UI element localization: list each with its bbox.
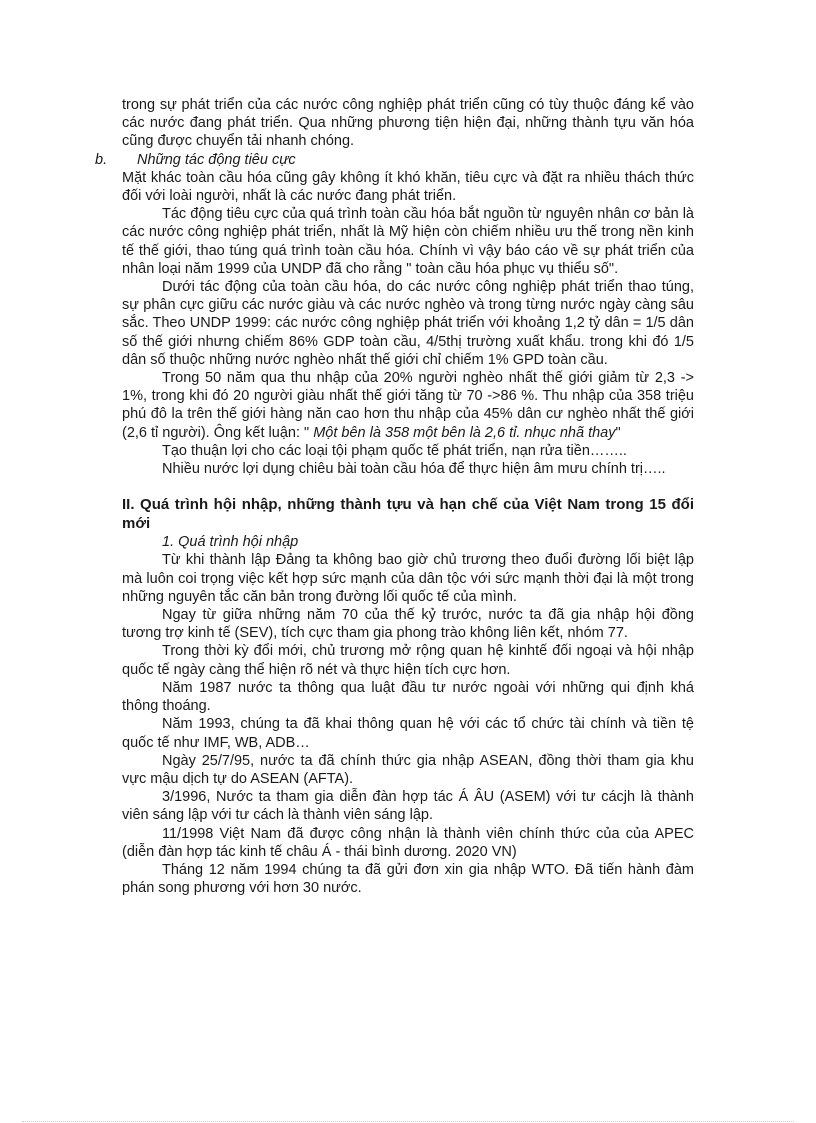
paragraph: Dưới tác động của toàn cầu hóa, do các nước công nghiệp phát triển thao túng, sự phân cực giữu các nước giàu và các nước nghèo và trong từng nước ngày càng sâu sắc. Theo UNDP 1999: các nước công nghiệp phát triển với khoảng 1,2 tỷ dân = 1/5 dân số thế giới nhưng chiếm 86% GDP toàn cầu, 4/5thị trường xuất khẩu. trong khi đó 1/5 dân số thuộc những nước nghèo nhất thế giới chỉ chiếm 1% GPD toàn cầu. xyxy=(122,279,694,368)
subsection-title: 1. Quá trình hội nhập xyxy=(162,534,299,551)
section-heading: II. Quá trình hội nhập, những thành tựu và hạn chế của Việt Nam trong 15 đổi mới xyxy=(122,496,694,532)
paragraph-50-years-lead: Trong 50 năm qua thu nhập của 20% người nghèo nhất thế giới giảm từ 2,3 -> 1%, trong khi đó 20 người giàu nhất thế giới tăng từ 70 ->86 %. Thu nhập của 358 triệu phú đô la trên thế giới hàng năn cao hơn thu nhập của 45% dân cư nghèo nhất thế giới (2,6 tỉ người). Ông kết luận: " xyxy=(122,370,694,441)
paragraph: trong sự phát triển của các nước công nghiệp phát triển cũng có tùy thuộc đáng kể vào các nước đang phát triển. Qua những phương tiện hiện đại, những thành tựu văn hóa cũng được chuyển tải nhanh chóng. xyxy=(122,97,694,150)
paragraph: Mặt khác toàn cầu hóa cũng gây không ít khó khăn, tiêu cực và đặt ra nhiều thách thức đối với loài người, nhất là các nước đang phát triển. xyxy=(122,169,694,205)
paragraph: Năm 1993, chúng ta đã khai thông quan hệ với các tổ chức tài chính và tiền tệ quốc tế như IMF, WB, ADB… xyxy=(122,716,694,751)
quote-text: Một bên là 358 một bên là 2,6 tỉ. nhục nhã thay xyxy=(313,424,616,441)
document-page xyxy=(95,96,694,897)
page-bottom-rule xyxy=(22,1121,794,1122)
paragraph: Tạo thuận lợi cho các loại tội phạm quốc tế phát triển, nạn rửa tiền…….. xyxy=(162,442,627,459)
paragraph: Tháng 12 năm 1994 chúng ta đã gửi đơn xin gia nhập WTO. Đã tiến hành đàm phán song phương với hơn 30 nước. xyxy=(122,861,694,897)
paragraph: Ngay từ giữa những năm 70 của thế kỷ trước, nước ta đã gia nhập hội đồng tương trợ kinh tế (SEV), tích cực tham gia phong trào không liên kết, nhóm 77. xyxy=(122,607,694,642)
paragraph: Trong thời kỳ đổi mới, chủ trương mở rộng quan hệ kinhtế đối ngoại và hội nhập quốc tế ngày càng thể hiện rõ nét và thực hiện tích cực hơn. xyxy=(122,643,694,678)
paragraph: Nhiều nước lợi dụng chiêu bài toàn cầu hóa để thực hiện âm mưu chính trị….. xyxy=(162,461,666,478)
paragraph: Ngày 25/7/95, nước ta đã chính thức gia nhập ASEAN, đồng thời tham gia khu vực mậu dịch tự do ASEAN (AFTA). xyxy=(122,752,694,787)
subheading-b-title: Những tác động tiêu cực xyxy=(137,151,296,168)
paragraph: Tác động tiêu cực của quá trình toàn cầu hóa bắt nguồn từ nguyên nhân cơ bản là các nước công nghiệp phát triển, nhất là Mỹ hiện còn chiếm nhiều ưu thế trong nền kinh tế thế giới, thao túng quá trình toàn cầu hóa. Chính vì vậy báo cáo về sự phát triển của nhân loại năm 1999 của UNDP đã cho rằng " toàn cầu hóa phục vụ thiểu số". xyxy=(122,206,694,277)
paragraph-50-years xyxy=(122,369,694,442)
paragraph: Năm 1987 nước ta thông qua luật đầu tư nước ngoài với những qui định khá thông thoáng. xyxy=(122,679,694,715)
subheading-b-label: b. xyxy=(95,151,108,168)
paragraph: 11/1998 Việt Nam đã được công nhận là thành viên chính thức của của APEC (diễn đàn hợp tác kinh tế châu Á - thái bình dương. 2020 VN) xyxy=(122,825,694,860)
paragraph: 3/1996, Nước ta tham gia diễn đàn hợp tác Á ÂU (ASEM) với tư cácjh là thành viên sáng lập với tư cách là thành viên sáng lập. xyxy=(122,789,694,824)
paragraph: Từ khi thành lập Đảng ta không bao giờ chủ trương theo đuổi đường lối biệt lập mà luôn coi trọng việc kết hợp sức mạnh của dân tộc với sức mạnh thời đại là một trong những nguyên tắc căn bản trong đường lối quốc tế của mình. xyxy=(122,552,694,605)
quote-close: " xyxy=(615,424,621,441)
subheading-b xyxy=(95,151,694,169)
